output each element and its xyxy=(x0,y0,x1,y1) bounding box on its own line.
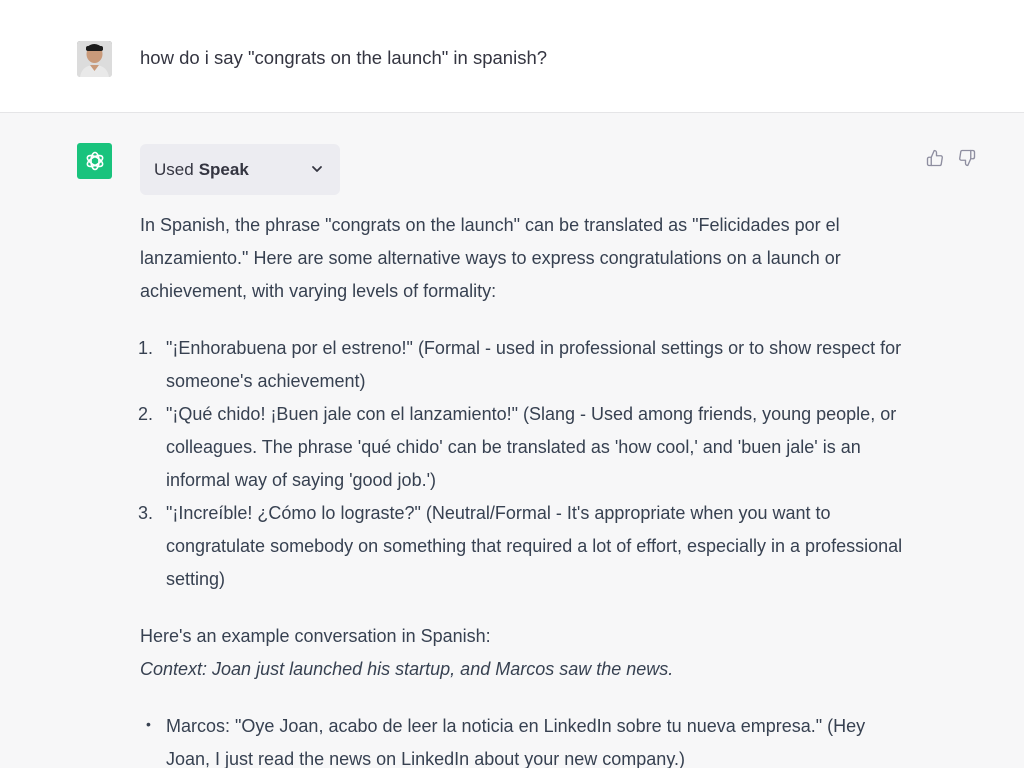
list-number: 3. xyxy=(138,503,154,523)
list-item xyxy=(140,398,910,497)
list-item xyxy=(140,332,910,398)
thumbs-up-icon[interactable] xyxy=(924,147,946,169)
list-item-text: "¡Increíble! ¿Cómo lo lograste?" (Neutral/Formal - It's appropriate when you want to congratulate somebody on something that required a lot of effort, especially in a professional setting) xyxy=(166,503,903,589)
list-item-text: "¡Qué chido! ¡Buen jale con el lanzamiento!" (Slang - Used among friends, young people, or colleagues. The phrase 'qué chido' can be translated as 'how cool,' and 'buen jale' is an informal way of saying 'good job.') xyxy=(166,404,897,490)
list-item xyxy=(140,497,910,596)
assistant-message-row xyxy=(0,114,1024,768)
plugin-name: Speak xyxy=(198,159,249,179)
example-heading: Here's an example conversation in Spanish: xyxy=(140,626,491,646)
plugin-prefix: Used xyxy=(154,159,194,179)
alternatives-list xyxy=(140,332,910,596)
assistant-message-content xyxy=(140,209,910,768)
user-avatar xyxy=(77,41,112,77)
user-message-row xyxy=(0,0,1024,113)
list-number: 1. xyxy=(138,338,154,358)
openai-logo-icon xyxy=(77,143,112,179)
list-item xyxy=(140,710,910,768)
context-line: Context: Joan just launched his startup, and Marcos saw the news. xyxy=(140,659,674,679)
bullet: • xyxy=(146,716,151,732)
list-item-text: Marcos: "Oye Joan, acabo de leer la noticia en LinkedIn sobre tu nueva empresa." (Hey Joan, I just read the news on LinkedIn about your new company.) xyxy=(166,716,866,768)
dialog-list xyxy=(140,710,910,768)
thumbs-down-icon[interactable] xyxy=(956,147,978,169)
intro-paragraph: In Spanish, the phrase "congrats on the launch" can be translated as "Felicidades por el lanzamiento." Here are some alternative ways to express congratulations on a launch or achievement, with varying levels of formality: xyxy=(140,215,841,301)
plugin-used-toggle[interactable] xyxy=(140,144,340,195)
list-item-text: "¡Enhorabuena por el estreno!" (Formal - used in professional settings or to show respect for someone's achievement) xyxy=(166,338,902,391)
list-number: 2. xyxy=(138,404,154,424)
user-message-text: how do i say "congrats on the launch" in spanish? xyxy=(140,47,548,68)
chevron-down-icon xyxy=(310,161,324,181)
